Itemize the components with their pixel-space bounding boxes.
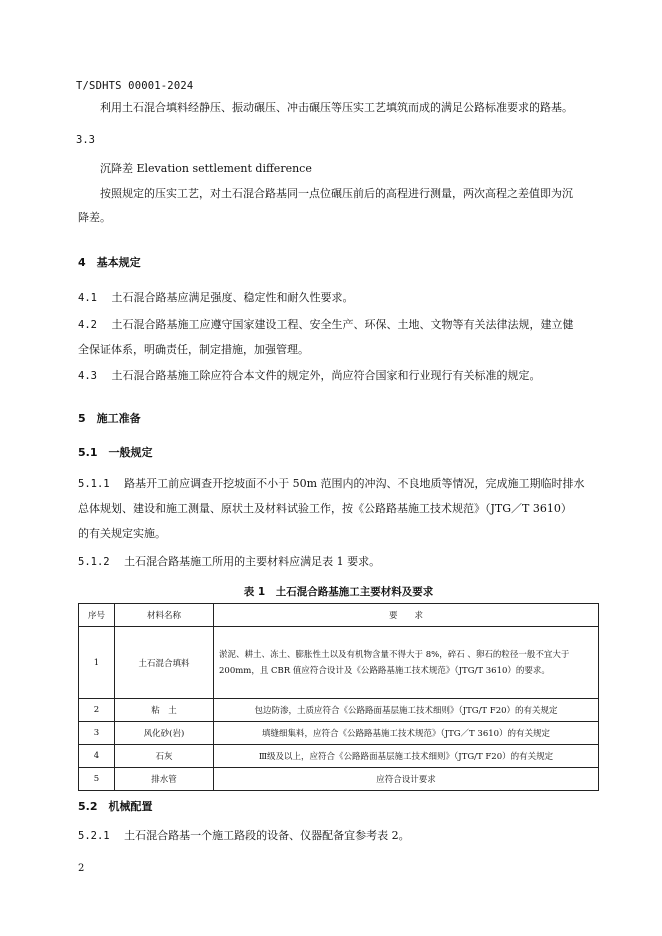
section-4-heading: 4 基本规定	[78, 256, 141, 269]
table-header-row	[79, 604, 599, 627]
cell-material: 石灰	[115, 745, 214, 768]
cell-no: 1	[79, 627, 115, 699]
cell-requirement: 淤泥、耕土、冻土、膨胀性土以及有机物含量不得大于 8%，碎石 、卵石的粒径一般不宜大于 200mm，且 CBR 值应符合设计及《公路路基施工技术规范》（JTG/T 3610）的要求。	[214, 627, 599, 699]
table-1-caption: 表 1 土石混合路基施工主要材料及要求	[243, 586, 434, 598]
clause-5-1-1-line1: 路基开工前应调查开挖坡面不小于 50m 范围内的冲沟、不良地质等情况，完成施工期临时排水	[124, 477, 585, 490]
cell-no: 3	[79, 722, 115, 745]
subsection-5-2-heading: 5.2 机械配置	[78, 800, 153, 813]
clause-5-1-2-text: 土石混合路基施工所用的主要材料应满足表 1 要求。	[124, 555, 381, 568]
paragraph-3-2-definition: 利用土石混合填料经静压、振动碾压、冲击碾压等压实工艺填筑而成的满足公路标准要求的路基。	[100, 101, 573, 114]
cell-no: 4	[79, 745, 115, 768]
clause-5-1-1	[78, 472, 608, 496]
clause-5-1-1-number: 5.1.1	[78, 478, 110, 490]
definition-3-3-line1: 按照规定的压实工艺，对土石混合路基同一点位碾压前后的高程进行测量，两次高程之差值即为沉	[100, 187, 573, 200]
table-1	[78, 603, 599, 791]
clause-number-3-3: 3.3	[76, 134, 95, 146]
header-requirement: 要 求	[214, 604, 599, 627]
cell-requirement: 填缝细集料，应符合《公路路基施工技术规范》（JTG／T 3610）的有关规定	[214, 722, 599, 745]
cell-no: 2	[79, 699, 115, 722]
clause-5-1-1-line3: 的有关规定实施。	[78, 527, 166, 540]
document-code: T/SDHTS 00001-2024	[76, 80, 194, 92]
table-row	[79, 627, 599, 699]
table-row	[79, 745, 599, 768]
table-row	[79, 699, 599, 722]
cell-requirement: 应符合设计要求	[214, 768, 599, 791]
cell-material: 土石混合填料	[115, 627, 214, 699]
subsection-5-1-heading: 5.1 一般规定	[78, 446, 153, 459]
header-no: 序号	[79, 604, 115, 627]
cell-requirement: 包边防渗，土质应符合《公路路面基层施工技术细则》（JTG/T F20）的有关规定	[214, 699, 599, 722]
clause-5-1-2	[78, 550, 380, 574]
cell-material: 排水管	[115, 768, 214, 791]
cell-no: 5	[79, 768, 115, 791]
clause-5-2-1-text: 土石混合路基一个施工路段的设备、仪器配备宜参考表 2。	[124, 829, 410, 842]
page-number: 2	[78, 863, 85, 874]
definition-3-3-line2: 降差。	[78, 211, 111, 224]
clause-5-2-1-number: 5.2.1	[78, 830, 110, 842]
term-3-3: 沉降差 Elevation settlement difference	[100, 162, 312, 175]
cell-material: 粘 土	[115, 699, 214, 722]
clause-4-1-number: 4.1	[78, 292, 97, 304]
clause-4-3	[78, 364, 608, 388]
header-material: 材料名称	[115, 604, 214, 627]
clause-4-2	[78, 313, 608, 337]
clause-5-1-1-line2: 总体规划、建设和施工测量、原状土及材料试验工作，按《公路路基施工技术规范》（JTG／T 3610）	[78, 502, 572, 515]
clause-4-3-text: 土石混合路基施工除应符合本文件的规定外，尚应符合国家和行业现行有关标准的规定。	[111, 369, 541, 382]
table-row	[79, 722, 599, 745]
clause-5-2-1	[78, 824, 410, 848]
clause-4-2-number: 4.2	[78, 319, 97, 331]
clause-4-1	[78, 286, 353, 310]
cell-material: 风化砂(岩)	[115, 722, 214, 745]
clause-4-1-text: 土石混合路基应满足强度、稳定性和耐久性要求。	[111, 291, 354, 304]
cell-requirement: Ⅲ级及以上，应符合《公路路面基层施工技术细则》（JTG/T F20）的有关规定	[214, 745, 599, 768]
clause-4-2-continuation: 全保证体系，明确责任，制定措施，加强管理。	[78, 343, 309, 356]
section-5-heading: 5 施工准备	[78, 412, 141, 425]
clause-4-2-text: 土石混合路基施工应遵守国家建设工程、安全生产、环保、土地、文物等有关法律法规，建立健	[111, 318, 574, 331]
clause-5-1-2-number: 5.1.2	[78, 556, 110, 568]
table-row	[79, 768, 599, 791]
clause-4-3-number: 4.3	[78, 370, 97, 382]
